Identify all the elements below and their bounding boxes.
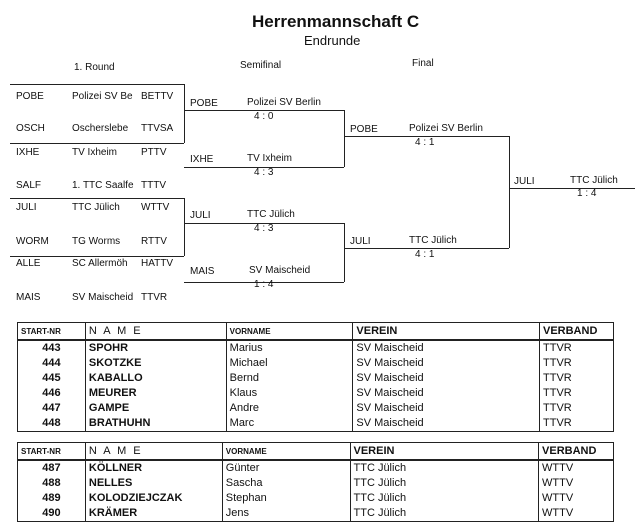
table-header-row: [18, 323, 614, 341]
player-vorname: Stephan: [222, 491, 350, 506]
player-verein: TTC Jülich: [350, 506, 539, 522]
r1-team-code: IXHE: [16, 147, 40, 158]
start-nr: 487: [18, 460, 86, 476]
r1-team-club: TV Ixheim: [72, 147, 118, 158]
player-name: MEURER: [85, 386, 226, 401]
r1-team-verband: TTVSA: [141, 123, 174, 134]
start-nr: 448: [18, 416, 86, 432]
player-name: GAMPE: [85, 401, 226, 416]
page-title: Herrenmannschaft C: [252, 12, 420, 31]
r1-team-verband: BETTV: [141, 91, 174, 102]
player-verein: SV Maischeid: [353, 340, 540, 356]
player-vorname: Günter: [222, 460, 350, 476]
player-vorname: Marius: [226, 340, 353, 356]
final-line: [509, 136, 510, 248]
column-header-name: N A M E: [85, 443, 222, 461]
r1-team-code: WORM: [16, 236, 49, 247]
sf-team-code: IXHE: [190, 154, 214, 165]
roster-table-maischeid: [17, 322, 614, 432]
table-row: [18, 476, 614, 491]
column-header-vorname: VORNAME: [226, 323, 353, 341]
player-verein: SV Maischeid: [353, 371, 540, 386]
player-verband: WTTV: [539, 460, 614, 476]
table-header-row: [18, 443, 614, 461]
r1-team-verband: HATTV: [141, 258, 174, 269]
table-row: [18, 491, 614, 506]
final-team-club: TTC Jülich: [409, 235, 457, 246]
champion-code: JULI: [514, 176, 535, 187]
player-name: NELLES: [85, 476, 222, 491]
player-verein: TTC Jülich: [350, 460, 539, 476]
column-header-verein: VEREIN: [350, 443, 539, 461]
column-header-start-nr: START-NR: [18, 443, 86, 461]
player-vorname: Jens: [222, 506, 350, 522]
r1-team-verband: TTVR: [141, 292, 168, 303]
r1-team-club: Oscherslebe: [72, 123, 129, 134]
r1-team-club: TTC Jülich: [72, 202, 120, 213]
player-name: KRÄMER: [85, 506, 222, 522]
r1-team-code: MAIS: [16, 292, 41, 303]
sf-score: 4 : 0: [254, 111, 274, 122]
player-name: KABALLO: [85, 371, 226, 386]
sf-line: [344, 223, 345, 282]
column-header-verein: VEREIN: [353, 323, 540, 341]
player-verband: TTVR: [540, 386, 614, 401]
roster-table-juelich: [17, 442, 614, 522]
champion-score: 1 : 4: [577, 188, 597, 199]
r1-line: [10, 256, 184, 257]
final-score: 4 : 1: [415, 249, 435, 260]
player-verein: SV Maischeid: [353, 416, 540, 432]
column-header-start-nr: START-NR: [18, 323, 86, 341]
player-name: SKOTZKE: [85, 356, 226, 371]
player-verband: TTVR: [540, 371, 614, 386]
table-row: [18, 340, 614, 356]
sf-team-code: MAIS: [190, 266, 215, 277]
r1-team-club: Polizei SV Be: [72, 91, 133, 102]
player-name: KOLODZIEJCZAK: [85, 491, 222, 506]
r1-line: [184, 84, 185, 143]
table-row: [18, 386, 614, 401]
r1-team-club: 1. TTC Saalfe: [72, 180, 134, 191]
r1-team-code: POBE: [16, 91, 44, 102]
r1-team-code: OSCH: [16, 123, 45, 134]
r1-team-verband: RTTV: [141, 236, 167, 247]
player-name: KÖLLNER: [85, 460, 222, 476]
final-team-code: POBE: [350, 124, 378, 135]
sf-team-club: TTC Jülich: [247, 209, 295, 220]
player-verband: WTTV: [539, 476, 614, 491]
final-score: 4 : 1: [415, 137, 435, 148]
column-header-verband: VERBAND: [540, 323, 614, 341]
start-nr: 490: [18, 506, 86, 522]
sf-team-club: SV Maischeid: [249, 265, 311, 276]
r1-line: [10, 198, 184, 199]
r1-team-club: TG Worms: [72, 236, 121, 247]
start-nr: 443: [18, 340, 86, 356]
player-verein: TTC Jülich: [350, 491, 539, 506]
table-row: [18, 371, 614, 386]
sf-score: 1 : 4: [254, 279, 274, 290]
player-verein: SV Maischeid: [353, 401, 540, 416]
player-vorname: Klaus: [226, 386, 353, 401]
r1-team-club: SC Allermöh: [72, 258, 128, 269]
final-team-club: Polizei SV Berlin: [409, 123, 483, 134]
player-name: BRATHUHN: [85, 416, 226, 432]
start-nr: 444: [18, 356, 86, 371]
round-header-semifinal: Semifinal: [240, 60, 282, 71]
player-verband: TTVR: [540, 340, 614, 356]
column-header-verband: VERBAND: [539, 443, 614, 461]
table-row: [18, 416, 614, 432]
sf-team-code: JULI: [190, 210, 211, 221]
final-team-code: JULI: [350, 236, 371, 247]
r1-team-code: ALLE: [16, 258, 41, 269]
player-verband: TTVR: [540, 401, 614, 416]
start-nr: 447: [18, 401, 86, 416]
r1-team-club: SV Maischeid: [72, 292, 134, 303]
player-vorname: Bernd: [226, 371, 353, 386]
player-verband: TTVR: [540, 356, 614, 371]
start-nr: 488: [18, 476, 86, 491]
sf-team-club: Polizei SV Berlin: [247, 97, 321, 108]
start-nr: 489: [18, 491, 86, 506]
r1-team-verband: PTTV: [141, 147, 167, 158]
sf-team-club: TV Ixheim: [247, 153, 293, 164]
page-subtitle: Endrunde: [304, 33, 361, 48]
start-nr: 445: [18, 371, 86, 386]
player-vorname: Michael: [226, 356, 353, 371]
start-nr: 446: [18, 386, 86, 401]
r1-team-verband: WTTV: [141, 202, 170, 213]
player-vorname: Marc: [226, 416, 353, 432]
champion-club: TTC Jülich: [570, 175, 618, 186]
sf-team-code: POBE: [190, 98, 218, 109]
column-header-name: N A M E: [85, 323, 226, 341]
round-header-final: Final: [412, 58, 434, 69]
round-header-first: 1. Round: [74, 62, 115, 73]
player-vorname: Andre: [226, 401, 353, 416]
sf-score: 4 : 3: [254, 167, 274, 178]
player-verein: TTC Jülich: [350, 476, 539, 491]
player-verein: SV Maischeid: [353, 386, 540, 401]
sf-line: [344, 110, 345, 167]
table-row: [18, 356, 614, 371]
player-verein: SV Maischeid: [353, 356, 540, 371]
player-verband: WTTV: [539, 506, 614, 522]
table-row: [18, 460, 614, 476]
player-verband: TTVR: [540, 416, 614, 432]
r1-line: [184, 198, 185, 256]
sf-score: 4 : 3: [254, 223, 274, 234]
r1-team-code: SALF: [16, 180, 42, 191]
player-verband: WTTV: [539, 491, 614, 506]
player-vorname: Sascha: [222, 476, 350, 491]
r1-line: [10, 143, 184, 144]
champion-line: [509, 188, 635, 189]
table-row: [18, 506, 614, 522]
table-row: [18, 401, 614, 416]
r1-team-verband: TTTV: [141, 180, 166, 191]
r1-line: [10, 84, 184, 85]
r1-team-code: JULI: [16, 202, 37, 213]
column-header-vorname: VORNAME: [222, 443, 350, 461]
player-name: SPOHR: [85, 340, 226, 356]
